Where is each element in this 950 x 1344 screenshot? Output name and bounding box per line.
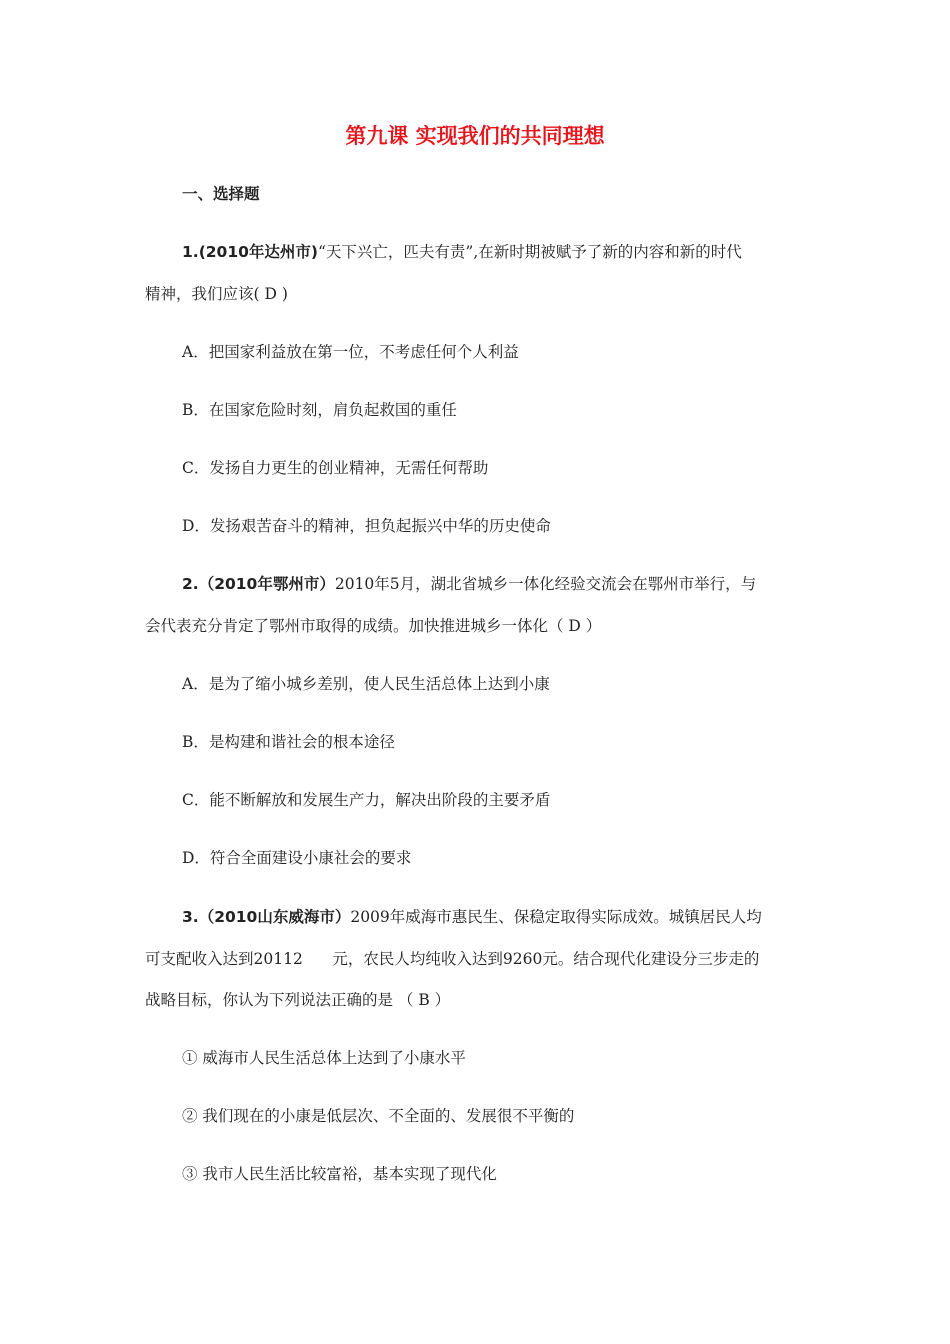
question-2-line-1	[182, 577, 756, 593]
section-heading: 一、选择题	[182, 185, 260, 203]
question-3-statement-3: ③ 我市人民生活比较富裕，基本实现了现代化	[182, 1165, 497, 1183]
question-2-number: 2.	[182, 575, 199, 593]
question-2-line-2: 会代表充分肯定了鄂州市取得的成绩。加快推进城乡一体化（ D ）	[145, 617, 602, 635]
question-3-line-1	[182, 910, 762, 926]
question-3-statement-2: ② 我们现在的小康是低层次、不全面的、发展很不平衡的	[182, 1107, 575, 1125]
question-3-statement-1: ① 威海市人民生活总体上达到了小康水平	[182, 1049, 466, 1067]
question-1-option-b: B．在国家危险时刻，肩负起救国的重任	[182, 401, 457, 419]
question-1-option-c: C．发扬自力更生的创业精神，无需任何帮助	[182, 459, 489, 477]
question-2-option-a: A．是为了缩小城乡差别，使人民生活总体上达到小康	[182, 675, 550, 693]
question-1-stem: “天下兴亡，匹夫有责”,在新时期被赋予了新的内容和新的时代	[318, 243, 742, 261]
question-3-source: （2010山东威海市）	[198, 908, 351, 926]
question-2-stem: 2010年5月，湖北省城乡一体化经验交流会在鄂州市举行，与	[334, 575, 757, 593]
question-3-line-3: 战略目标，你认为下列说法正确的是 （ B ）	[145, 991, 451, 1009]
question-3-stem: 2009年威海市惠民生、保稳定取得实际成效。城镇居民人均	[350, 908, 762, 926]
question-1-source: (2010年达州市)	[198, 243, 318, 261]
question-2-option-d: D．符合全面建设小康社会的要求	[182, 849, 412, 867]
question-1-line-1	[182, 245, 742, 261]
question-1-line-2: 精神，我们应该( D )	[145, 285, 288, 303]
question-1-option-a: A．把国家利益放在第一位，不考虑任何个人利益	[182, 343, 519, 361]
question-1-option-d: D．发扬艰苦奋斗的精神，担负起振兴中华的历史使命	[182, 517, 551, 535]
question-2-option-b: B．是构建和谐社会的根本途径	[182, 733, 395, 751]
question-2-source: （2010年鄂州市）	[198, 575, 335, 593]
question-1-number: 1.	[182, 243, 199, 261]
lesson-title: 第九课 实现我们的共同理想	[345, 124, 605, 148]
question-3-number: 3.	[182, 908, 199, 926]
question-3-line-2: 可支配收入达到20112 元，农民人均纯收入达到9260元。结合现代化建设分三步走的	[145, 950, 760, 968]
question-2-option-c: C．能不断解放和发展生产力，解决出阶段的主要矛盾	[182, 791, 551, 809]
